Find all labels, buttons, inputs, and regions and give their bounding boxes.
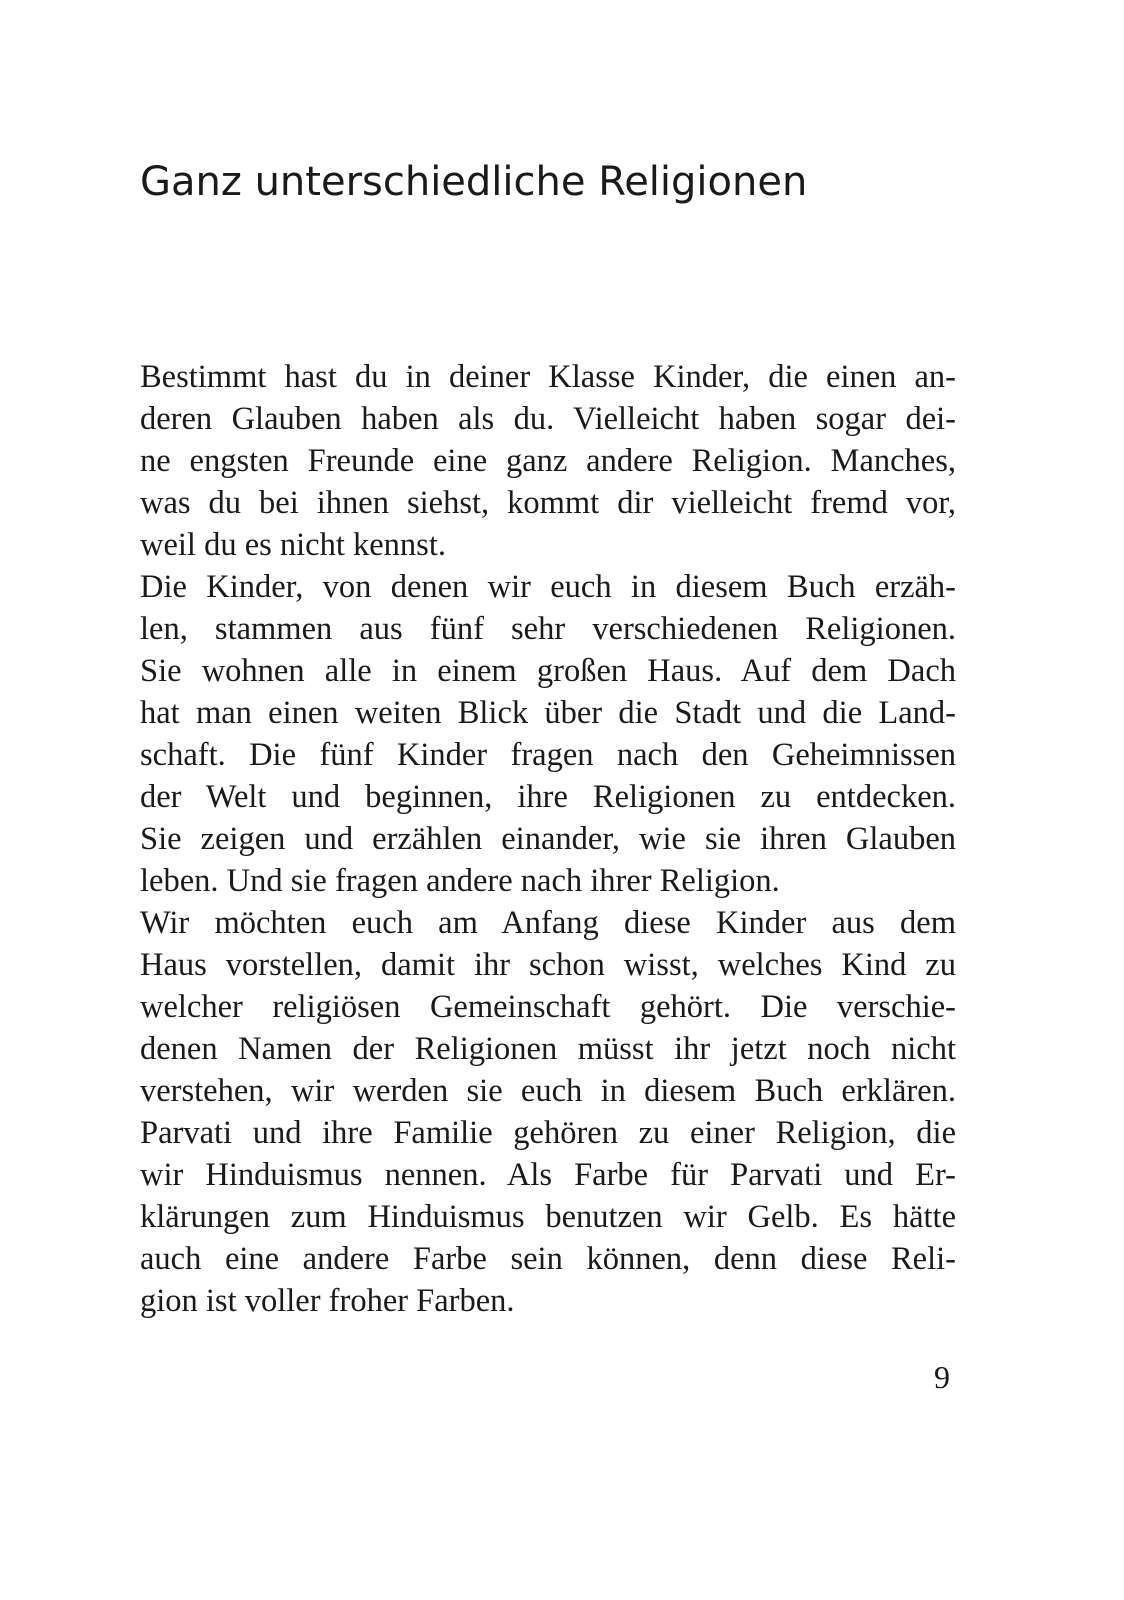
body-line: weil du es nicht kennst.: [140, 527, 446, 563]
body-line: der Welt und beginnen, ihre Religionen zu entdecken.: [140, 779, 956, 815]
page-number: 9: [934, 1359, 950, 1395]
page-title: Ganz unterschiedliche Religionen: [140, 159, 808, 205]
body-line: gion ist voller froher Farben.: [140, 1283, 515, 1319]
body-line: deren Glauben haben als du. Vielleicht haben sogar dei-: [140, 401, 956, 437]
body-line: Parvati und ihre Familie gehören zu einer Religion, die: [140, 1115, 956, 1151]
body-line: Sie zeigen und erzählen einander, wie sie ihren Glauben: [140, 821, 956, 857]
body-line: ne engsten Freunde eine ganz andere Religion. Manches,: [140, 443, 956, 479]
body-line: hat man einen weiten Blick über die Stadt und die Land-: [140, 695, 956, 731]
body-line: schaft. Die fünf Kinder fragen nach den Geheimnissen: [140, 737, 956, 773]
body-line: len, stammen aus fünf sehr verschiedenen Religionen.: [140, 611, 956, 647]
body-line: Wir möchten euch am Anfang diese Kinder aus dem: [140, 905, 956, 941]
body-line: klärungen zum Hinduismus benutzen wir Gelb. Es hätte: [140, 1199, 956, 1235]
body-line: verstehen, wir werden sie euch in diesem Buch erklären.: [140, 1073, 956, 1109]
body-text: [140, 356, 956, 1322]
body-line: Sie wohnen alle in einem großen Haus. Auf dem Dach: [140, 653, 956, 689]
body-line: was du bei ihnen siehst, kommt dir vielleicht fremd vor,: [140, 485, 956, 521]
body-line: denen Namen der Religionen müsst ihr jetzt noch nicht: [140, 1031, 956, 1067]
body-line: welcher religiösen Gemeinschaft gehört. Die verschie-: [140, 989, 956, 1025]
body-line: Die Kinder, von denen wir euch in diesem Buch erzäh-: [140, 569, 956, 605]
body-line: Bestimmt hast du in deiner Klasse Kinder, die einen an-: [140, 359, 956, 395]
body-line: auch eine andere Farbe sein können, denn diese Reli-: [140, 1241, 956, 1277]
body-line: Haus vorstellen, damit ihr schon wisst, welches Kind zu: [140, 947, 956, 983]
body-line: wir Hinduismus nennen. Als Farbe für Parvati und Er-: [140, 1157, 956, 1193]
body-line: leben. Und sie fragen andere nach ihrer Religion.: [140, 863, 780, 899]
